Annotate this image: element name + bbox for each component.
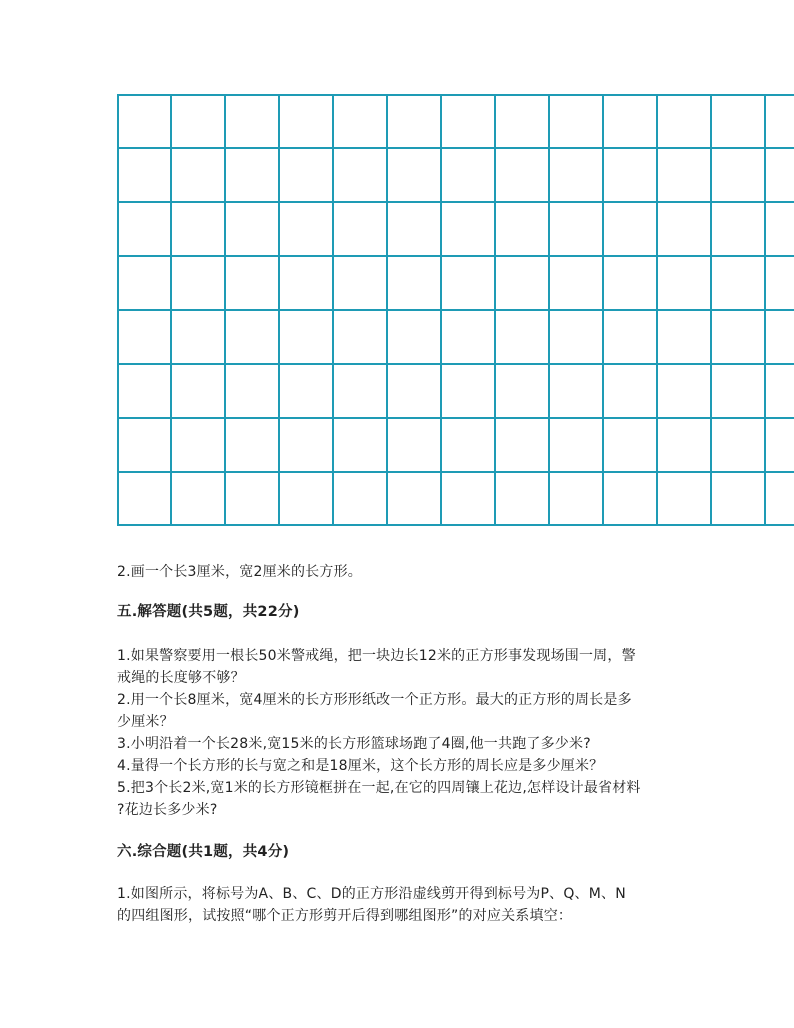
s5-line: 3.小明沿着一个长28米,宽15米的长方形篮球场跑了4圈,他一共跑了多少米? <box>117 736 591 752</box>
s6-line: 1.如图所示，将标号为A、B、C、D的正方形沿虚线剪开得到标号为P、Q、M、N <box>117 886 626 902</box>
s5-line: 1.如果警察要用一根长50米警戒绳，把一块边长12米的正方形事发现场围一周，警 <box>117 648 636 664</box>
s5-line: 5.把3个长2米,宽1米的长方形镜框拼在一起,在它的四周镶上花边,怎样设计最省材料 <box>117 780 641 796</box>
grid-paper <box>117 94 794 526</box>
s5-line: ?花边长多少米? <box>117 802 218 818</box>
s5-line: 4.量得一个长方形的长与宽之和是18厘米，这个长方形的周长应是多少厘米？ <box>117 758 604 774</box>
s6-line: 的四组图形，试按照“哪个正方形剪开后得到哪组图形”的对应关系填空： <box>117 908 573 924</box>
section-6-heading: 六.综合题(共1题，共4分) <box>117 844 290 860</box>
s5-line: 戒绳的长度够不够？ <box>117 670 245 686</box>
question-draw-rectangle: 2.画一个长3厘米，宽2厘米的长方形。 <box>117 564 362 580</box>
s5-line: 2.用一个长8厘米，宽4厘米的长方形形纸改一个正方形。最大的正方形的周长是多 <box>117 692 632 708</box>
s5-line: 少厘米？ <box>117 714 174 730</box>
section-5-heading: 五.解答题(共5题，共22分) <box>117 604 300 620</box>
grid-lines <box>117 94 794 526</box>
